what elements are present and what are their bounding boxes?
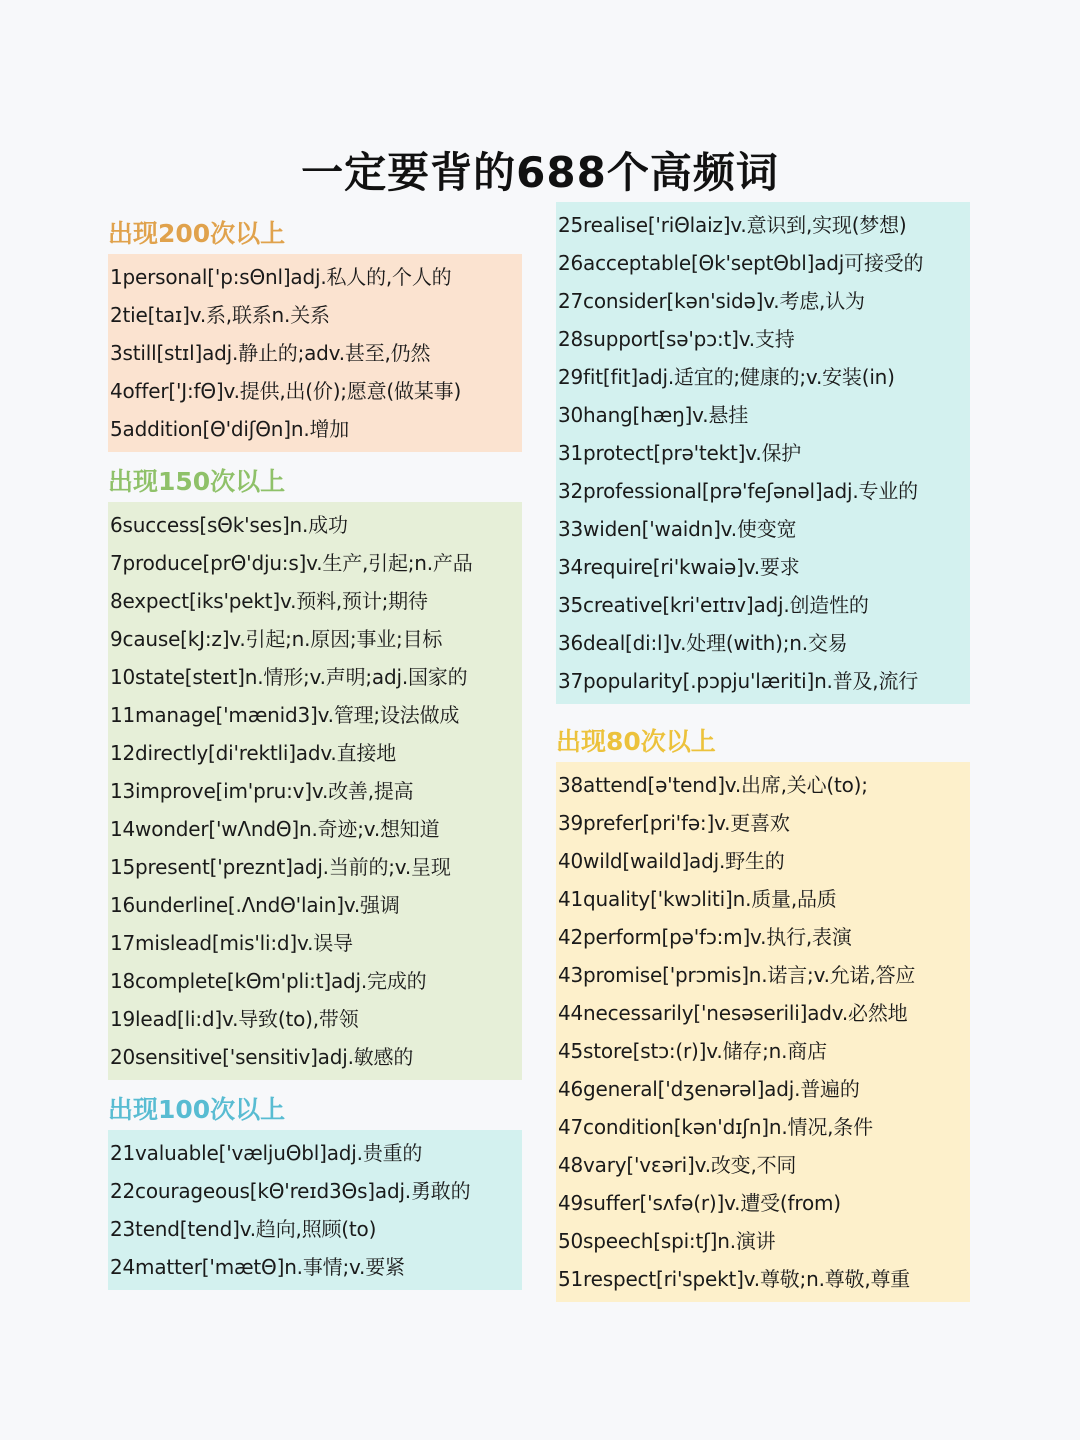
- word-entry: 5addition[Θ'diʃΘn]n.增加: [110, 417, 350, 441]
- word-entry: 38attend[ə'tend]v.出席,关心(to);: [558, 773, 868, 797]
- word-entry: 32professional[prə'feʃənəl]adj.专业的: [558, 479, 918, 503]
- word-entry: 22courageous[kΘ'reɪd3Θs]adj.勇敢的: [110, 1179, 471, 1203]
- word-entry: 9cause[kJ:z]v.引起;n.原因;事业;目标: [110, 627, 443, 651]
- word-entry: 33widen['waidn]v.使变宽: [558, 517, 797, 541]
- word-entry: 49suffer['sʌfə(r)]v.遭受(from): [558, 1191, 841, 1215]
- word-entry: 42perform[pə'fɔ:m]v.执行,表演: [558, 925, 852, 949]
- section-heading-150: 出现150次以上: [108, 467, 286, 496]
- left-column: [108, 214, 522, 1300]
- word-entry: 25realise['riΘlaiz]v.意识到,实现(梦想): [558, 213, 907, 237]
- word-entry: 21valuable['væljuΘbl]adj.贵重的: [110, 1141, 423, 1165]
- word-entry: 15present['preznt]adj.当前的;v.呈现: [110, 855, 451, 879]
- word-entry: 30hang[hæŋ]v.悬挂: [558, 403, 748, 427]
- page-title: 一定要背的688个高频词: [301, 148, 779, 197]
- section-heading-200: 出现200次以上: [108, 219, 286, 248]
- word-entry: 34require[ri'kwaiə]v.要求: [558, 555, 800, 579]
- word-entry: 17mislead[mis'li:d]v.误导: [110, 931, 353, 955]
- word-entry: 39prefer[pri'fə:]v.更喜欢: [558, 811, 790, 835]
- right-column: [556, 202, 970, 1312]
- word-entry: 43promise['prɔmis]n.诺言;v.允诺,答应: [558, 963, 916, 987]
- word-list-150: [108, 502, 522, 1080]
- word-entry: 20sensitive['sensitiv]adj.敏感的: [110, 1045, 414, 1069]
- word-entry: 12directly[di'rektli]adv.直接地: [110, 741, 396, 765]
- word-entry: 46general['dʒenərəl]adj.普遍的: [558, 1077, 860, 1101]
- word-entry: 23tend[tend]v.趋向,照顾(to): [110, 1217, 377, 1241]
- word-entry: 31protect[prə'tekt]v.保护: [558, 441, 802, 465]
- word-entry: 36deal[di:l]v.处理(with);n.交易: [558, 631, 848, 655]
- word-entry: 37popularity[.pɔpju'læriti]n.普及,流行: [558, 669, 919, 693]
- section-heading-100: 出现100次以上: [108, 1095, 286, 1124]
- word-entry: 8expect[iks'pekt]v.预料,预计;期待: [110, 589, 428, 613]
- word-entry: 14wonder['wΛndΘ]n.奇迹;v.想知道: [110, 817, 440, 841]
- word-entry: 41quality['kwɔliti]n.质量,品质: [558, 887, 837, 911]
- section-heading-80: 出现80次以上: [556, 727, 716, 756]
- word-entry: 45store[stɔ:(r)]v.储存;n.商店: [558, 1039, 827, 1063]
- word-entry: 47condition[kən'dɪʃn]n.情况,条件: [558, 1115, 873, 1139]
- word-list-80: [556, 762, 970, 1302]
- word-list-200: [108, 254, 522, 452]
- word-entry: 3still[stɪl]adj.静止的;adv.甚至,仍然: [110, 341, 431, 365]
- word-list-100-left: [108, 1130, 522, 1290]
- word-entry: 13improve[im'pru:v]v.改善,提高: [110, 779, 414, 803]
- word-entry: 40wild[waild]adj.野生的: [558, 849, 785, 873]
- word-entry: 28support[sə'pɔ:t]v.支持: [558, 327, 795, 351]
- word-entry: 19lead[li:d]v.导致(to),带领: [110, 1007, 359, 1031]
- word-entry: 16underline[.ΛndΘ'lain]v.强调: [110, 893, 400, 917]
- word-entry: 7produce[prΘ'dju:s]v.生产,引起;n.产品: [110, 551, 473, 575]
- word-entry: 10state[steɪt]n.情形;v.声明;adj.国家的: [110, 665, 468, 689]
- word-entry: 44necessarily['nesəserili]adv.必然地: [558, 1001, 908, 1025]
- word-entry: 50speech[spi:tʃ]n.演讲: [558, 1229, 776, 1253]
- word-entry: 4offer['J:fΘ]v.提供,出(价);愿意(做某事): [110, 379, 462, 403]
- word-entry: 1personal['p:sΘnl]adj.私人的,个人的: [110, 265, 452, 289]
- word-entry: 26acceptable[Θk'septΘbl]adj可接受的: [558, 251, 924, 275]
- word-list-100-right: [556, 202, 970, 704]
- word-entry: 35creative[kri'eɪtɪv]adj.创造性的: [558, 593, 869, 617]
- word-entry: 2tie[taɪ]v.系,联系n.关系: [110, 303, 330, 327]
- word-entry: 51respect[ri'spekt]v.尊敬;n.尊敬,尊重: [558, 1267, 911, 1291]
- word-entry: 29fit[fit]adj.适宜的;健康的;v.安装(in): [558, 365, 895, 389]
- word-entry: 18complete[kΘm'pli:t]adj.完成的: [110, 969, 427, 993]
- word-entry: 6success[sΘk'ses]n.成功: [110, 513, 348, 537]
- word-entry: 27consider[kən'sidə]v.考虑,认为: [558, 289, 865, 313]
- word-entry: 11manage['mænid3]v.管理;设法做成: [110, 703, 460, 727]
- word-entry: 24matter['mætΘ]n.事情;v.要紧: [110, 1255, 405, 1279]
- word-entry: 48vary['vɛəri]v.改变,不同: [558, 1153, 797, 1177]
